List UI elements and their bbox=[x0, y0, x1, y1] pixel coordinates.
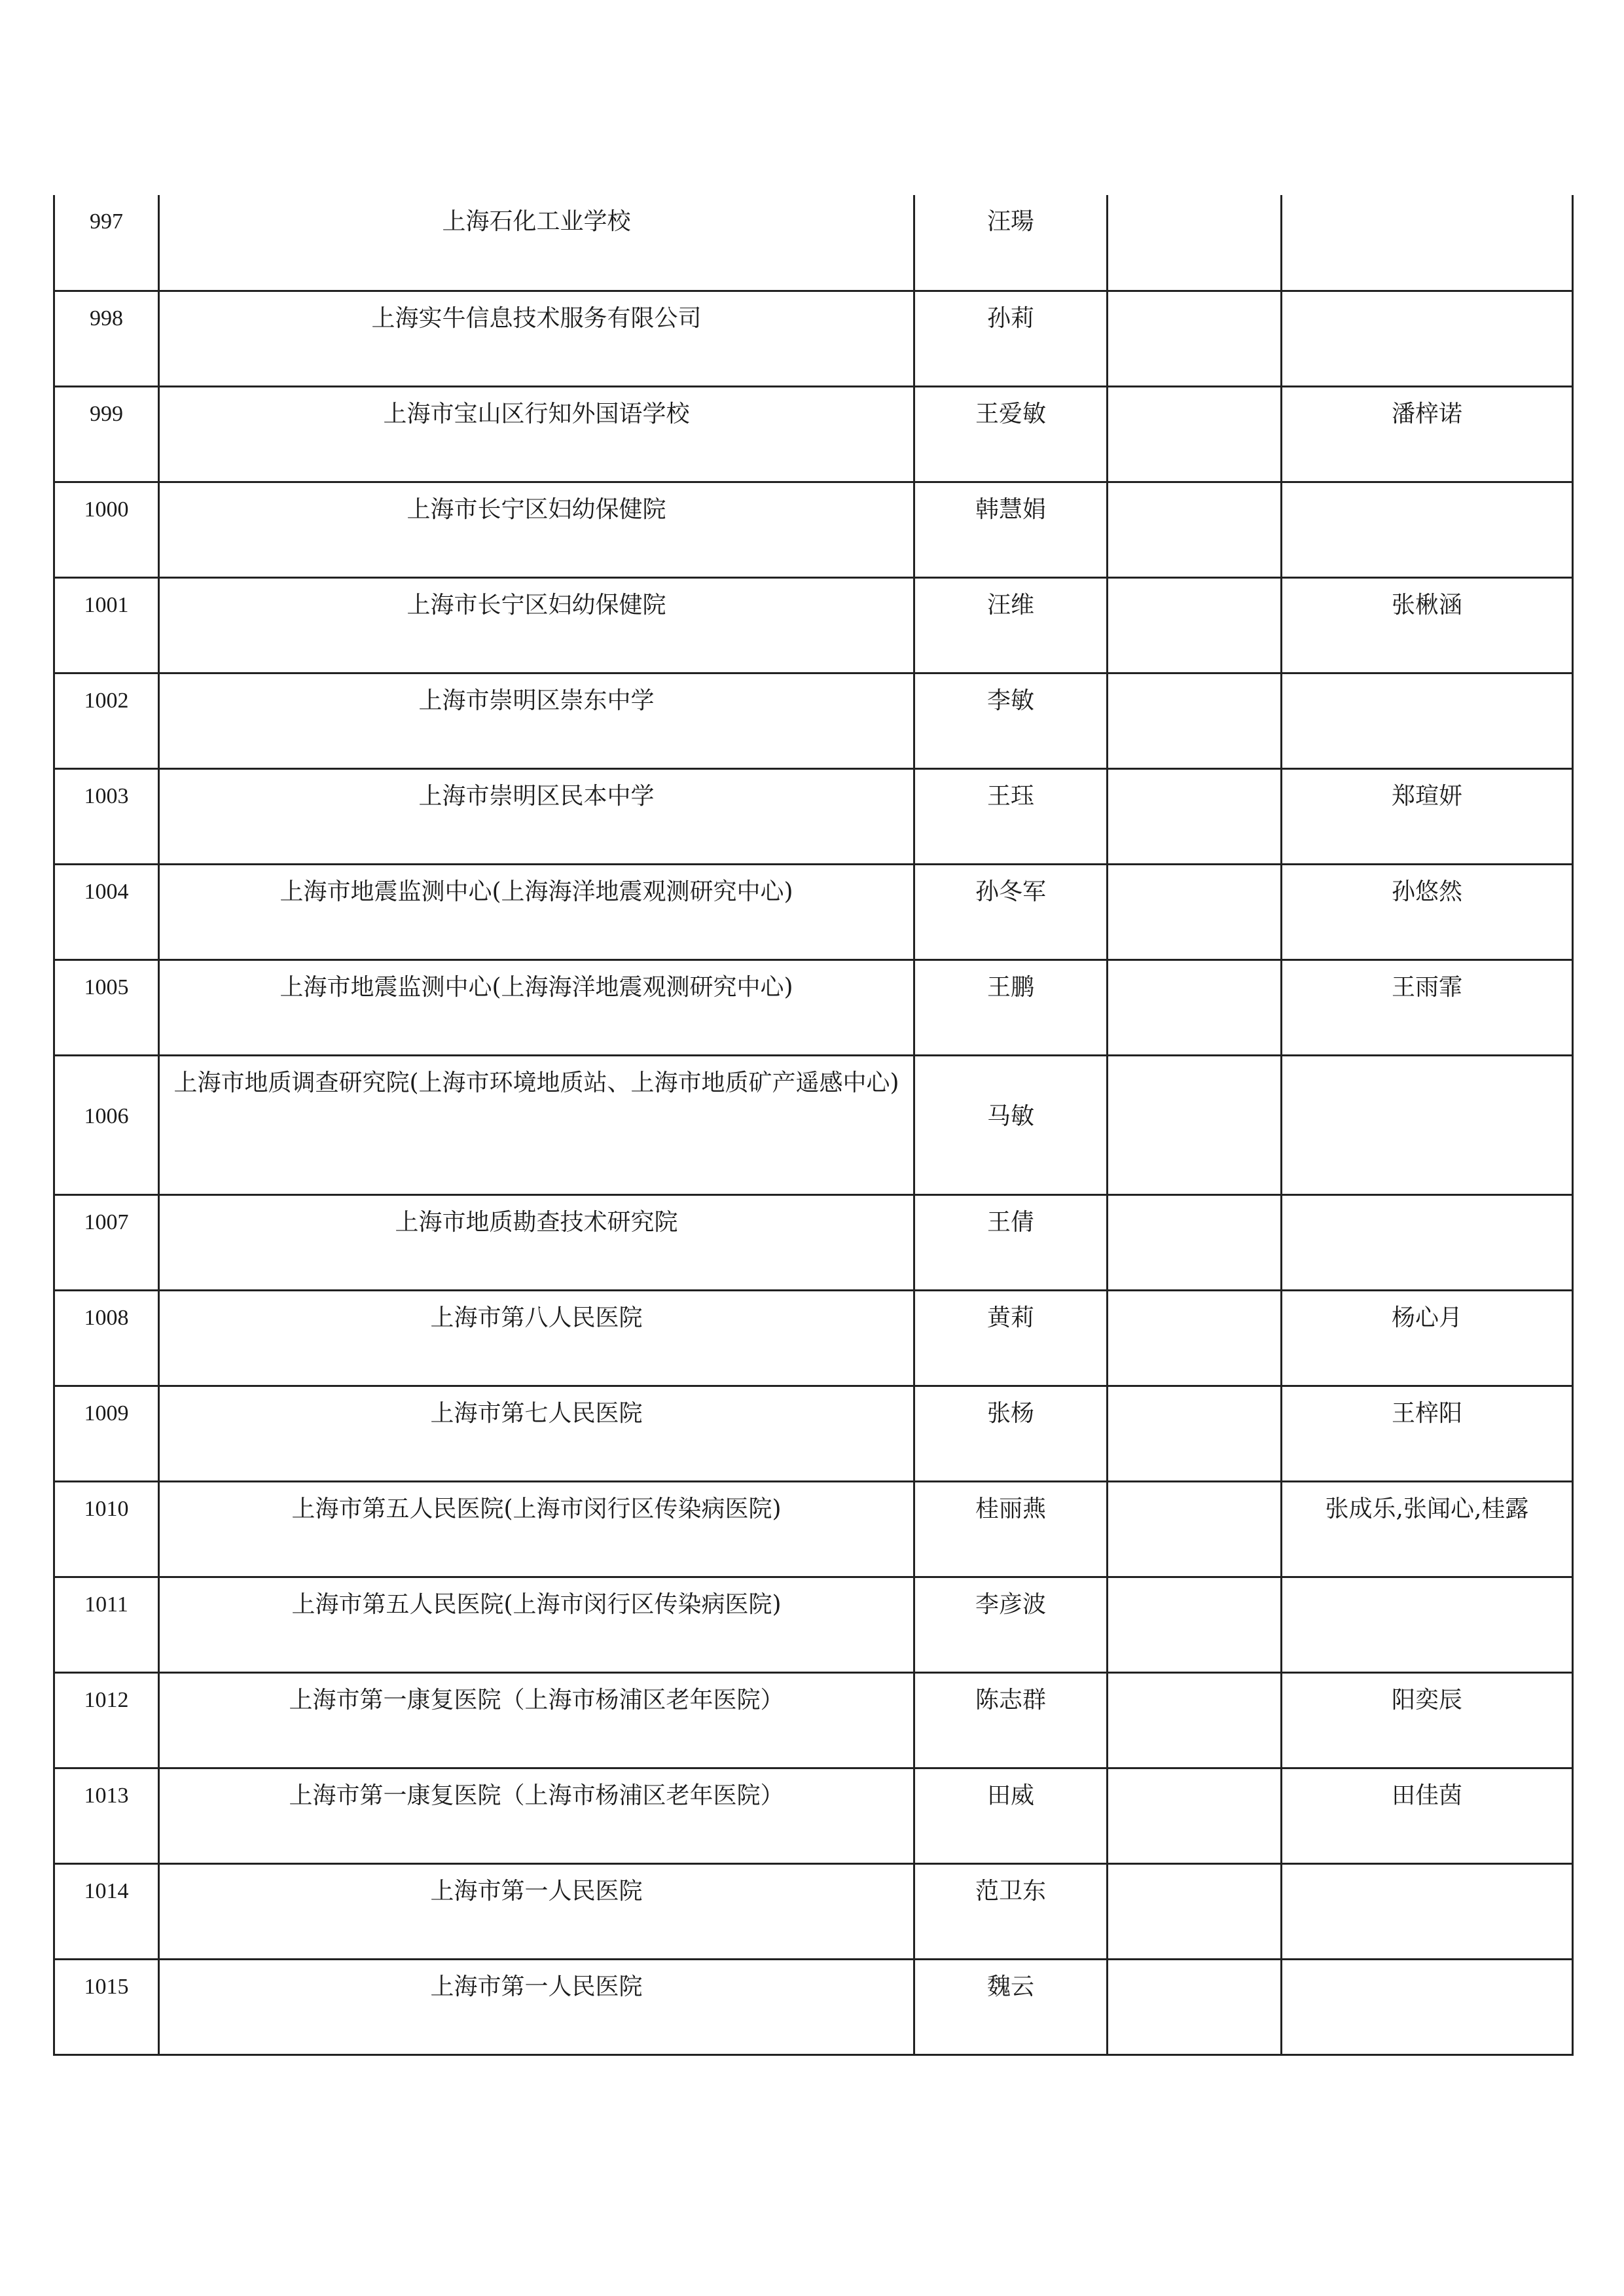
row-number: 1000 bbox=[54, 482, 159, 577]
table-row bbox=[54, 864, 1573, 960]
table-row bbox=[54, 1481, 1573, 1577]
row-number: 1007 bbox=[54, 1194, 159, 1290]
table-row bbox=[54, 1290, 1573, 1386]
family-member-cell: 郑瑄妍 bbox=[1282, 768, 1573, 864]
family-member-cell bbox=[1282, 1194, 1573, 1290]
person-name-cell: 黄莉 bbox=[914, 1290, 1108, 1386]
family-member-cell: 孙悠然 bbox=[1282, 864, 1573, 960]
row-number: 1014 bbox=[54, 1863, 159, 1959]
table-row bbox=[54, 386, 1573, 482]
table-row bbox=[54, 1672, 1573, 1768]
row-number: 1013 bbox=[54, 1768, 159, 1863]
family-member-cell bbox=[1282, 1577, 1573, 1672]
blank-cell bbox=[1108, 1055, 1282, 1194]
table-row bbox=[54, 1577, 1573, 1672]
person-name-cell: 魏云 bbox=[914, 1959, 1108, 2054]
blank-cell bbox=[1108, 291, 1282, 386]
person-name-cell: 张杨 bbox=[914, 1386, 1108, 1481]
table-row bbox=[54, 577, 1573, 673]
organization-cell: 上海市地震监测中心(上海海洋地震观测研究中心) bbox=[159, 960, 914, 1055]
blank-cell bbox=[1108, 960, 1282, 1055]
row-number: 1002 bbox=[54, 673, 159, 768]
organization-cell: 上海市长宁区妇幼保健院 bbox=[159, 577, 914, 673]
family-member-cell: 张楸涵 bbox=[1282, 577, 1573, 673]
table-row bbox=[54, 1194, 1573, 1290]
person-name-cell: 汪瑒 bbox=[914, 195, 1108, 291]
blank-cell bbox=[1108, 195, 1282, 291]
person-name-cell: 王珏 bbox=[914, 768, 1108, 864]
row-number: 1006 bbox=[54, 1055, 159, 1194]
family-member-cell bbox=[1282, 673, 1573, 768]
table-row bbox=[54, 1055, 1573, 1194]
row-number: 1001 bbox=[54, 577, 159, 673]
table-row bbox=[54, 195, 1573, 291]
family-member-cell bbox=[1282, 1055, 1573, 1194]
person-name-cell: 陈志群 bbox=[914, 1672, 1108, 1768]
table-row bbox=[54, 673, 1573, 768]
blank-cell bbox=[1108, 577, 1282, 673]
family-member-cell bbox=[1282, 291, 1573, 386]
row-number: 1008 bbox=[54, 1290, 159, 1386]
person-name-cell: 范卫东 bbox=[914, 1863, 1108, 1959]
person-name-cell: 李敏 bbox=[914, 673, 1108, 768]
row-number: 1012 bbox=[54, 1672, 159, 1768]
person-name-cell: 田威 bbox=[914, 1768, 1108, 1863]
blank-cell bbox=[1108, 1290, 1282, 1386]
blank-cell bbox=[1108, 673, 1282, 768]
organization-cell: 上海市地质调查研究院(上海市环境地质站、上海市地质矿产遥感中心) bbox=[159, 1055, 914, 1194]
organization-cell: 上海市第一康复医院（上海市杨浦区老年医院） bbox=[159, 1768, 914, 1863]
table-row bbox=[54, 482, 1573, 577]
family-member-cell: 王梓阳 bbox=[1282, 1386, 1573, 1481]
row-number: 999 bbox=[54, 386, 159, 482]
row-number: 1004 bbox=[54, 864, 159, 960]
organization-cell: 上海市宝山区行知外国语学校 bbox=[159, 386, 914, 482]
person-name-cell: 马敏 bbox=[914, 1055, 1108, 1194]
person-name-cell: 桂丽燕 bbox=[914, 1481, 1108, 1577]
blank-cell bbox=[1108, 768, 1282, 864]
organization-cell: 上海市第一人民医院 bbox=[159, 1863, 914, 1959]
blank-cell bbox=[1108, 482, 1282, 577]
family-member-cell: 王雨霏 bbox=[1282, 960, 1573, 1055]
organization-cell: 上海市第五人民医院(上海市闵行区传染病医院) bbox=[159, 1481, 914, 1577]
family-member-cell: 张成乐,张闻心,桂露 bbox=[1282, 1481, 1573, 1577]
roster-table bbox=[53, 195, 1574, 2056]
organization-cell: 上海市第五人民医院(上海市闵行区传染病医院) bbox=[159, 1577, 914, 1672]
organization-cell: 上海市地震监测中心(上海海洋地震观测研究中心) bbox=[159, 864, 914, 960]
table-row bbox=[54, 768, 1573, 864]
table-row bbox=[54, 960, 1573, 1055]
family-member-cell: 潘梓诺 bbox=[1282, 386, 1573, 482]
organization-cell: 上海市第八人民医院 bbox=[159, 1290, 914, 1386]
row-number: 1015 bbox=[54, 1959, 159, 2054]
organization-cell: 上海市崇明区民本中学 bbox=[159, 768, 914, 864]
table-row bbox=[54, 291, 1573, 386]
row-number: 1009 bbox=[54, 1386, 159, 1481]
person-name-cell: 王爱敏 bbox=[914, 386, 1108, 482]
table-row bbox=[54, 1863, 1573, 1959]
person-name-cell: 王鹏 bbox=[914, 960, 1108, 1055]
table-row bbox=[54, 1768, 1573, 1863]
blank-cell bbox=[1108, 386, 1282, 482]
organization-cell: 上海市长宁区妇幼保健院 bbox=[159, 482, 914, 577]
organization-cell: 上海市崇明区崇东中学 bbox=[159, 673, 914, 768]
organization-cell: 上海石化工业学校 bbox=[159, 195, 914, 291]
family-member-cell bbox=[1282, 195, 1573, 291]
blank-cell bbox=[1108, 1959, 1282, 2054]
organization-cell: 上海市第一人民医院 bbox=[159, 1959, 914, 2054]
organization-cell: 上海市第七人民医院 bbox=[159, 1386, 914, 1481]
organization-cell: 上海市第一康复医院（上海市杨浦区老年医院） bbox=[159, 1672, 914, 1768]
organization-cell: 上海实牛信息技术服务有限公司 bbox=[159, 291, 914, 386]
blank-cell bbox=[1108, 1194, 1282, 1290]
row-number: 1003 bbox=[54, 768, 159, 864]
row-number: 998 bbox=[54, 291, 159, 386]
blank-cell bbox=[1108, 864, 1282, 960]
table-row bbox=[54, 1386, 1573, 1481]
table-row bbox=[54, 1959, 1573, 2054]
row-number: 1011 bbox=[54, 1577, 159, 1672]
row-number: 997 bbox=[54, 195, 159, 291]
blank-cell bbox=[1108, 1481, 1282, 1577]
blank-cell bbox=[1108, 1577, 1282, 1672]
person-name-cell: 孙冬军 bbox=[914, 864, 1108, 960]
row-number: 1005 bbox=[54, 960, 159, 1055]
person-name-cell: 孙莉 bbox=[914, 291, 1108, 386]
person-name-cell: 王倩 bbox=[914, 1194, 1108, 1290]
person-name-cell: 李彦波 bbox=[914, 1577, 1108, 1672]
family-member-cell bbox=[1282, 1863, 1573, 1959]
blank-cell bbox=[1108, 1768, 1282, 1863]
person-name-cell: 韩慧娟 bbox=[914, 482, 1108, 577]
organization-cell: 上海市地质勘查技术研究院 bbox=[159, 1194, 914, 1290]
blank-cell bbox=[1108, 1863, 1282, 1959]
row-number: 1010 bbox=[54, 1481, 159, 1577]
family-member-cell: 田佳茵 bbox=[1282, 1768, 1573, 1863]
blank-cell bbox=[1108, 1386, 1282, 1481]
family-member-cell: 杨心月 bbox=[1282, 1290, 1573, 1386]
family-member-cell: 阳奕辰 bbox=[1282, 1672, 1573, 1768]
family-member-cell bbox=[1282, 482, 1573, 577]
blank-cell bbox=[1108, 1672, 1282, 1768]
person-name-cell: 汪维 bbox=[914, 577, 1108, 673]
family-member-cell bbox=[1282, 1959, 1573, 2054]
